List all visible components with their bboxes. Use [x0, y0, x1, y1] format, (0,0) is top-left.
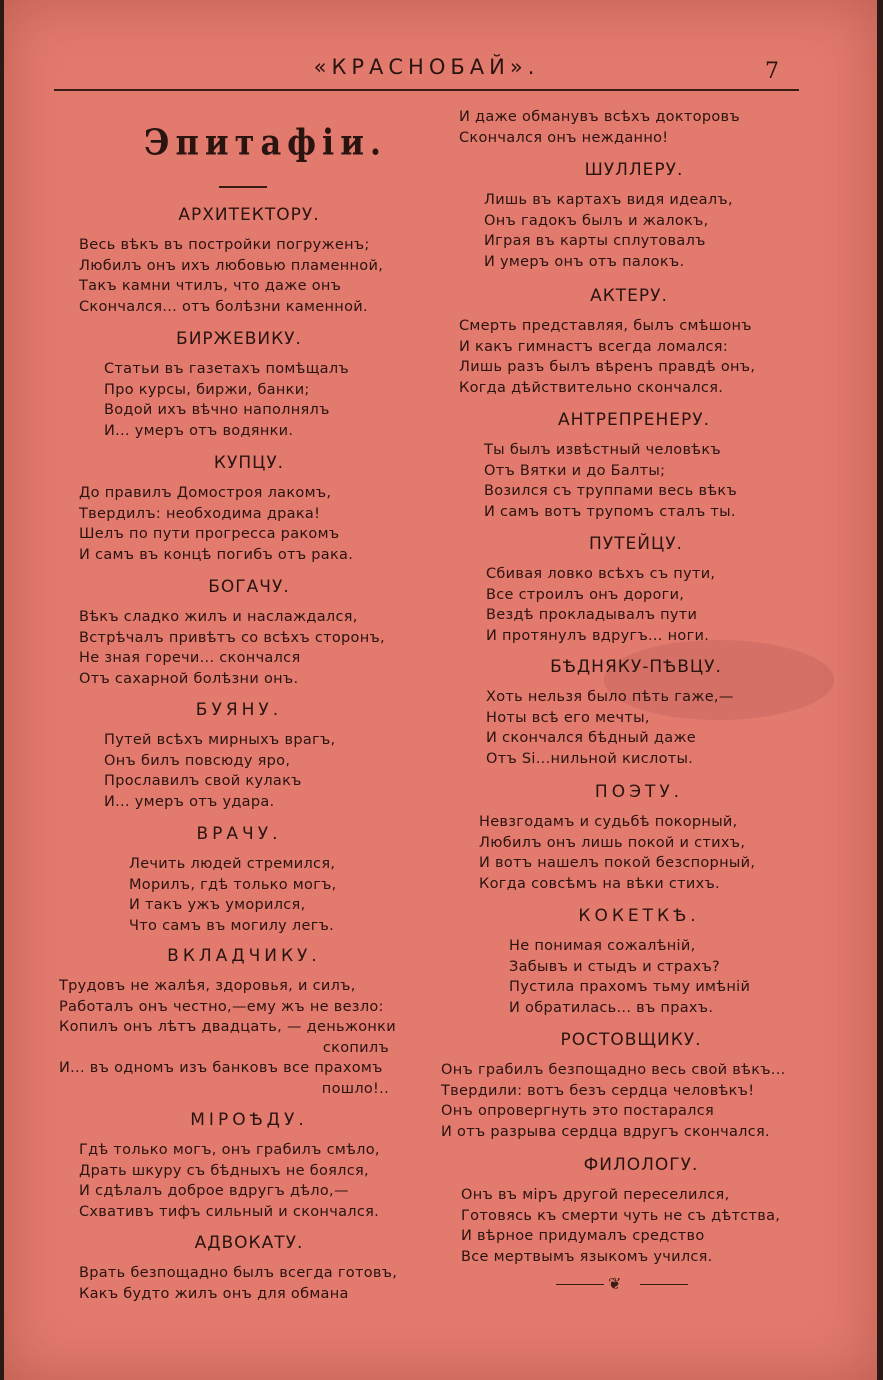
poem-line: Готовясь къ смерти чуть не съ дѣтства, — [461, 1207, 781, 1224]
poem-line: Ты былъ извѣстный человѣкъ — [484, 442, 721, 458]
page-header — [54, 55, 799, 91]
poem-line: Что самъ въ могилу легъ. — [129, 917, 335, 934]
poem-line: Прославилъ свой кулакъ — [104, 773, 302, 789]
poem-line: Какъ будто жилъ онъ для обмана — [79, 1285, 349, 1302]
poem-line: Скончался... отъ болѣзни каменной. — [79, 298, 368, 315]
poem-line: Морилъ, гдѣ только могъ, — [129, 876, 337, 893]
poem-heading: ПОЭТУ. — [594, 782, 684, 802]
poem-line: Отъ Вятки и до Балты; — [484, 462, 666, 479]
poem-line: Хоть нельзя было пѣть гаже,— — [486, 689, 734, 705]
poem-line: Водой ихъ вѣчно наполнялъ — [104, 402, 330, 418]
poem-line: И вѣрное придумалъ средство — [461, 1228, 705, 1244]
poem-lawyer — [79, 1233, 419, 1304]
poem-line: Невзгодамъ и судьбѣ покорный, — [479, 814, 738, 830]
poem-line: Врать безпощадно былъ всегда готовъ, — [79, 1265, 398, 1281]
poem-line: Вѣкъ сладко жилъ и наслаждался, — [79, 609, 358, 625]
poem-line: Не зная горечи... скончался — [79, 650, 301, 666]
poem-heading: АДВОКАТУ. — [194, 1233, 304, 1253]
poem-heading: ШУЛЛЕРУ. — [584, 160, 684, 180]
poem-heading: БИРЖЕВИКУ. — [176, 329, 302, 349]
poem-line: Сбивая ловко всѣхъ съ пути, — [486, 566, 716, 582]
poem-heading: ФИЛОЛОГУ. — [583, 1155, 699, 1175]
poem-impresario — [484, 410, 784, 522]
poem-depositor — [59, 946, 429, 1099]
poem-cardsharp — [484, 160, 784, 272]
poem-architect — [79, 205, 419, 317]
poem-actor — [459, 286, 799, 398]
poem-line: Схвативъ тифъ сильный и скончался. — [79, 1203, 380, 1220]
poem-line: Играя въ карты сплутовалъ — [484, 233, 706, 249]
poem-line: Пустила прахомъ тьму имѣній — [509, 979, 751, 995]
poem-line: Когда совсѣмъ на вѣки стихъ. — [479, 875, 720, 892]
poem-rich-man — [79, 577, 419, 689]
ornament-rule-left — [556, 1284, 604, 1285]
poem-line: И самъ вотъ трупомъ сталъ ты. — [484, 503, 736, 520]
poem-line: И даже обманувъ всѣхъ докторовъ — [459, 109, 740, 125]
main-title: Эпитафіи. — [144, 120, 388, 164]
poem-line: Про курсы, биржи, банки; — [104, 381, 310, 398]
poem-line: Вездѣ прокладывалъ пути — [486, 607, 698, 623]
poem-heading: КОКЕТКѢ. — [578, 906, 700, 926]
poem-line: И такъ ужъ уморился, — [129, 897, 306, 913]
poem-line: Лечить людей стремился, — [129, 856, 336, 872]
poem-line: Забывъ и стыдъ и страхъ? — [509, 958, 721, 975]
poem-line: Онъ гадокъ былъ и жалокъ, — [484, 212, 709, 229]
poem-line: И скончался бѣдный даже — [486, 730, 697, 746]
poem-line: Такъ камни чтилъ, что даже онъ — [79, 278, 342, 294]
poem-line: Когда дѣйствительно скончался. — [459, 379, 724, 396]
poem-line: Гдѣ только могъ, онъ грабилъ смѣло, — [79, 1142, 380, 1158]
poem-line: И... умеръ отъ удара. — [104, 793, 275, 810]
poem-line: Лишь въ картахъ видя идеалъ, — [484, 192, 733, 208]
poem-line: И отъ разрыва сердца вдругъ скончался. — [441, 1123, 770, 1140]
poem-doctor — [129, 824, 389, 936]
poem-line: Твердилъ: необходима драка! — [79, 505, 321, 522]
poem-line: Онъ грабилъ безпощадно весь свой вѣкъ... — [441, 1062, 786, 1078]
poem-heading: ПУТЕЙЦУ. — [589, 534, 683, 554]
poem-line: Все мертвымъ языкомъ учился. — [461, 1248, 713, 1265]
poem-heading: БОГАЧУ. — [208, 577, 290, 597]
poem-line: Любилъ онъ лишь покой и стихъ, — [479, 834, 746, 851]
poem-line: И какъ гимнастъ всегда ломался: — [459, 338, 729, 355]
poem-line: И сдѣлалъ доброе вдругъ дѣло,— — [79, 1183, 349, 1199]
poem-coquette — [509, 906, 769, 1018]
poem-line: И протянулъ вдругъ... ноги. — [486, 627, 710, 644]
poem-line: До правилъ Домостроя лакомъ, — [79, 485, 332, 501]
poem-line: Не понимая сожалѣній, — [509, 938, 696, 954]
poem-usurer — [441, 1030, 821, 1142]
poem-line: И... въ одномъ изъ банковъ все прахомъ — [59, 1060, 383, 1076]
fleuron-icon: ❦ — [608, 1274, 622, 1293]
page-number: 7 — [765, 59, 779, 84]
poem-line: Онъ въ міръ другой переселился, — [461, 1187, 730, 1203]
poem-heading: ВРАЧУ. — [196, 824, 282, 844]
poem-line: Все строилъ онъ дороги, — [486, 586, 685, 603]
poem-lawyer-continued — [459, 107, 819, 148]
poem-line: Копилъ онъ лѣтъ двадцать, — деньжонки — [59, 1019, 396, 1035]
poem-line: Встрѣчалъ привѣтъ со всѣхъ сторонъ, — [79, 629, 385, 646]
poem-line: Онъ билъ повсюду яро, — [104, 752, 291, 769]
poem-line: И самъ въ концѣ погибъ отъ рака. — [79, 546, 354, 563]
ornament-rule-right — [640, 1284, 688, 1285]
poem-broker — [104, 329, 404, 441]
poem-line: И обратилась... въ прахъ. — [509, 999, 714, 1016]
poem-line: Весь вѣкъ въ постройки погруженъ; — [79, 237, 370, 253]
poem-line: И вотъ нашелъ покой безспорный, — [479, 855, 756, 871]
poem-heading: БѢДНЯКУ-ПѢВЦУ. — [550, 657, 722, 677]
poem-heading: АКТЕРУ. — [590, 286, 668, 306]
poem-heading: АНТРЕПРЕНЕРУ. — [557, 410, 711, 430]
poem-philologist — [461, 1155, 821, 1267]
poem-line: Лишь разъ былъ вѣренъ правдѣ онъ, — [459, 359, 756, 375]
poem-heading: БУЯНУ. — [195, 700, 283, 720]
poem-line: Твердили: вотъ безъ сердца человѣкъ! — [441, 1082, 755, 1099]
poem-railway-engineer — [486, 534, 786, 646]
poem-line: Ноты всѣ его мечты, — [486, 709, 650, 726]
newspaper-page — [4, 0, 877, 1380]
poem-kulak — [79, 1110, 419, 1222]
poem-line: Скончался онъ нежданно! — [459, 129, 669, 146]
poem-heading: ВКЛАДЧИКУ. — [167, 946, 321, 966]
poem-heading: МІРОѢДУ. — [190, 1110, 308, 1130]
header-title: «КРАСНОБАЙ». — [313, 55, 540, 79]
poem-heading: КУПЦУ. — [213, 453, 285, 473]
poem-line: скопилъ — [322, 1039, 389, 1056]
poem-line: Смерть представляя, былъ смѣшонъ — [459, 318, 752, 334]
poem-line: Возился съ труппами весь вѣкъ — [484, 483, 737, 499]
poem-line: Трудовъ не жалѣя, здоровья, и силъ, — [59, 978, 356, 994]
poem-brawler — [104, 700, 404, 812]
poem-line: И... умеръ отъ водянки. — [104, 422, 294, 439]
poem-line: Путей всѣхъ мирныхъ врагъ, — [104, 732, 336, 748]
poem-heading: РОСТОВЩИКУ. — [560, 1030, 702, 1050]
poem-line: Отъ сахарной болѣзни онъ. — [79, 670, 299, 687]
poem-poor-singer — [486, 657, 786, 769]
poem-line: Работалъ онъ честно,—ему жъ не везло: — [59, 998, 384, 1015]
title-divider — [219, 186, 267, 188]
poem-heading: АРХИТЕКТОРУ. — [178, 205, 320, 225]
poem-line: Шелъ по пути прогресса ракомъ — [79, 526, 340, 542]
poem-line: Драть шкуру съ бѣдныхъ не боялся, — [79, 1162, 369, 1179]
poem-poet — [479, 782, 799, 894]
poem-line: И умеръ онъ отъ палокъ. — [484, 253, 685, 270]
poem-merchant — [79, 453, 419, 565]
end-ornament — [556, 1276, 691, 1294]
poem-line: пошло!.. — [321, 1080, 389, 1097]
poem-line: Отъ Si...нильной кислоты. — [486, 750, 694, 767]
poem-line: Любилъ онъ ихъ любовью пламенной, — [79, 257, 384, 274]
poem-line: Онъ опровергнуть это постарался — [441, 1103, 715, 1119]
poem-line: Статьи въ газетахъ помѣщалъ — [104, 361, 349, 377]
